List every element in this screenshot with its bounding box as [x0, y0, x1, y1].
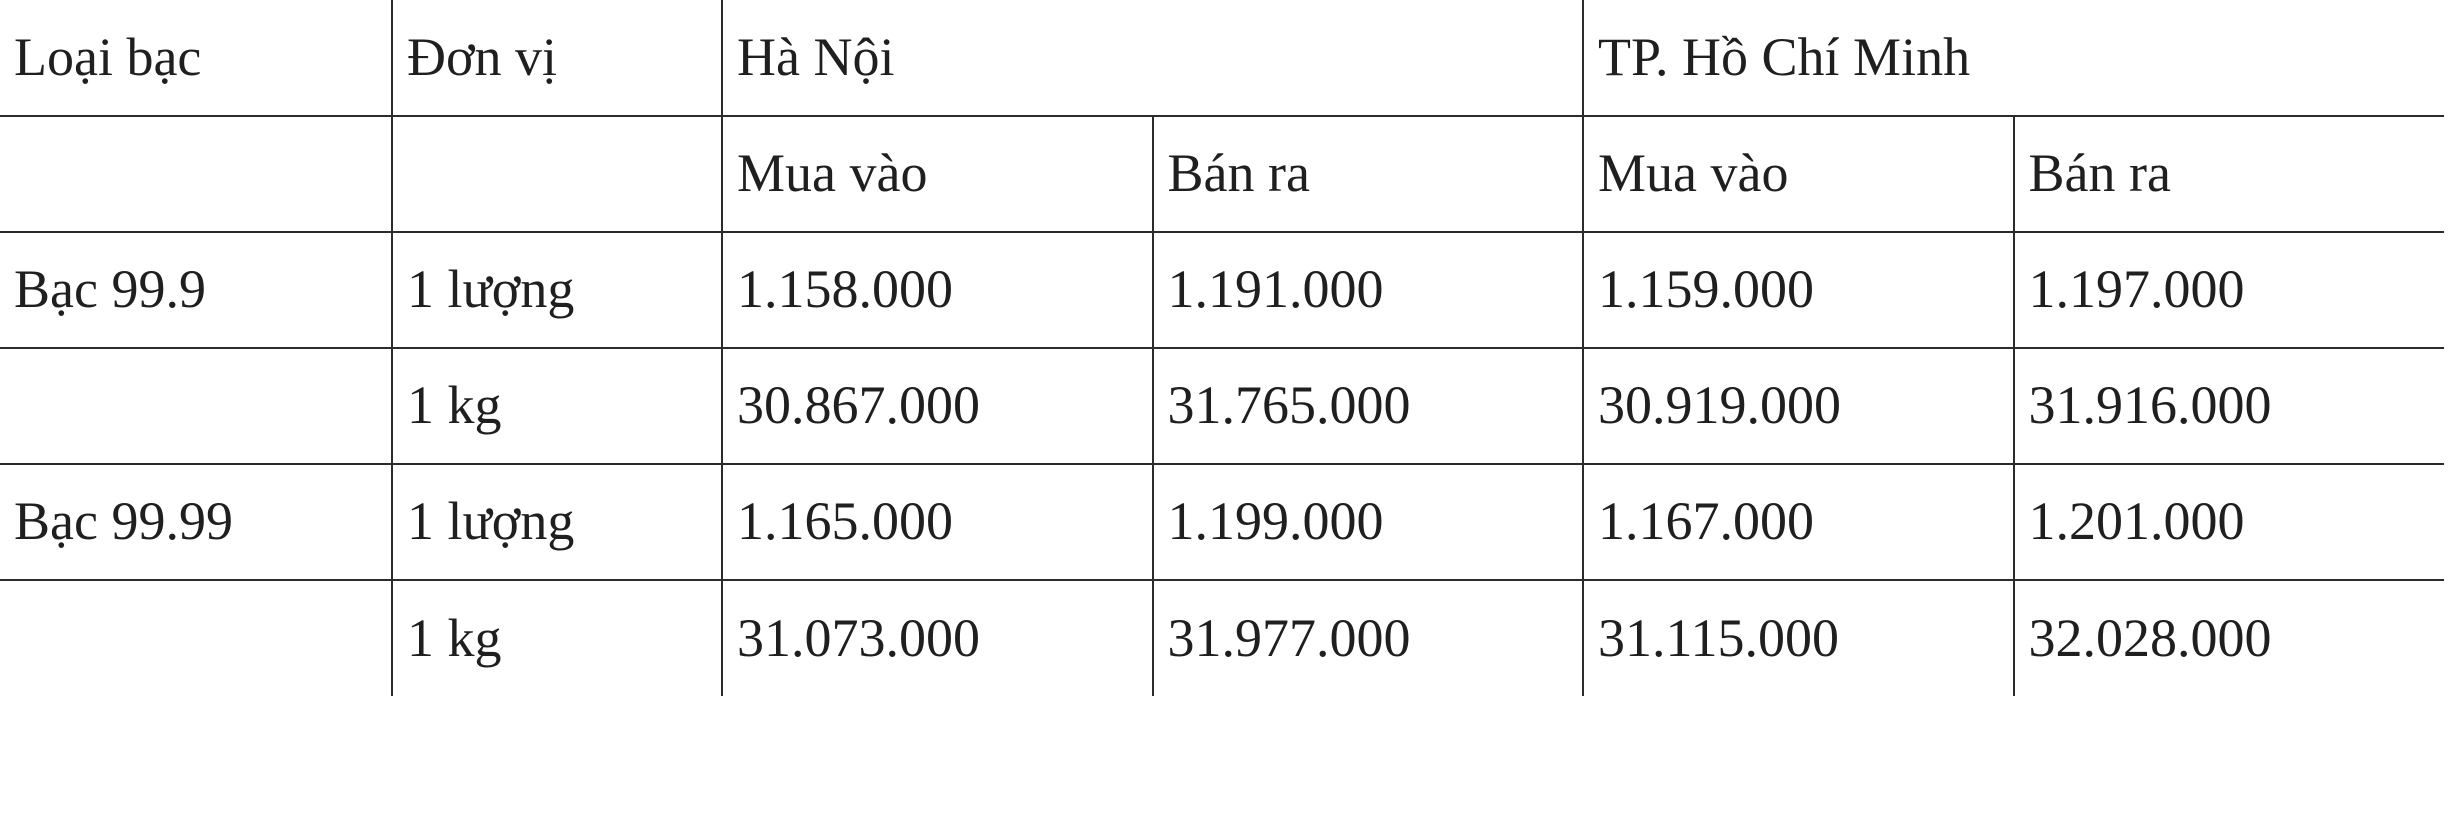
cell-hanoi-sell: 31.765.000 — [1153, 348, 1584, 464]
cell-hcm-sell: 1.197.000 — [2014, 232, 2445, 348]
cell-hcm-buy: 1.159.000 — [1583, 232, 2014, 348]
cell-hanoi-buy: 30.867.000 — [722, 348, 1153, 464]
cell-unit: 1 lượng — [392, 464, 722, 580]
cell-unit: 1 kg — [392, 348, 722, 464]
header-cell-unit-blank — [392, 116, 722, 232]
header-cell-hanoi-sell: Bán ra — [1153, 116, 1584, 232]
cell-type — [0, 348, 392, 464]
table-header-row-primary — [0, 0, 2444, 116]
header-cell-type: Loại bạc — [0, 0, 392, 116]
cell-hanoi-buy: 1.165.000 — [722, 464, 1153, 580]
cell-hcm-buy: 1.167.000 — [1583, 464, 2014, 580]
cell-type: Bạc 99.9 — [0, 232, 392, 348]
header-cell-hcm-sell: Bán ra — [2014, 116, 2445, 232]
cell-hcm-buy: 30.919.000 — [1583, 348, 2014, 464]
cell-hanoi-buy: 1.158.000 — [722, 232, 1153, 348]
header-cell-unit: Đơn vị — [392, 0, 722, 116]
cell-unit: 1 kg — [392, 580, 722, 696]
header-cell-hcm-buy: Mua vào — [1583, 116, 2014, 232]
table-row — [0, 232, 2444, 348]
table-row — [0, 580, 2444, 696]
header-cell-hanoi-buy: Mua vào — [722, 116, 1153, 232]
cell-type — [0, 580, 392, 696]
cell-hcm-sell: 32.028.000 — [2014, 580, 2445, 696]
cell-hcm-sell: 1.201.000 — [2014, 464, 2445, 580]
table-row — [0, 464, 2444, 580]
cell-hanoi-sell: 1.199.000 — [1153, 464, 1584, 580]
cell-hcm-sell: 31.916.000 — [2014, 348, 2445, 464]
cell-type: Bạc 99.99 — [0, 464, 392, 580]
cell-unit: 1 lượng — [392, 232, 722, 348]
cell-hanoi-sell: 31.977.000 — [1153, 580, 1584, 696]
header-cell-hanoi: Hà Nội — [722, 0, 1583, 116]
header-cell-type-blank — [0, 116, 392, 232]
table-header-row-secondary — [0, 116, 2444, 232]
cell-hanoi-buy: 31.073.000 — [722, 580, 1153, 696]
cell-hanoi-sell: 1.191.000 — [1153, 232, 1584, 348]
cell-hcm-buy: 31.115.000 — [1583, 580, 2014, 696]
header-cell-hcm: TP. Hồ Chí Minh — [1583, 0, 2444, 116]
table-row — [0, 348, 2444, 464]
